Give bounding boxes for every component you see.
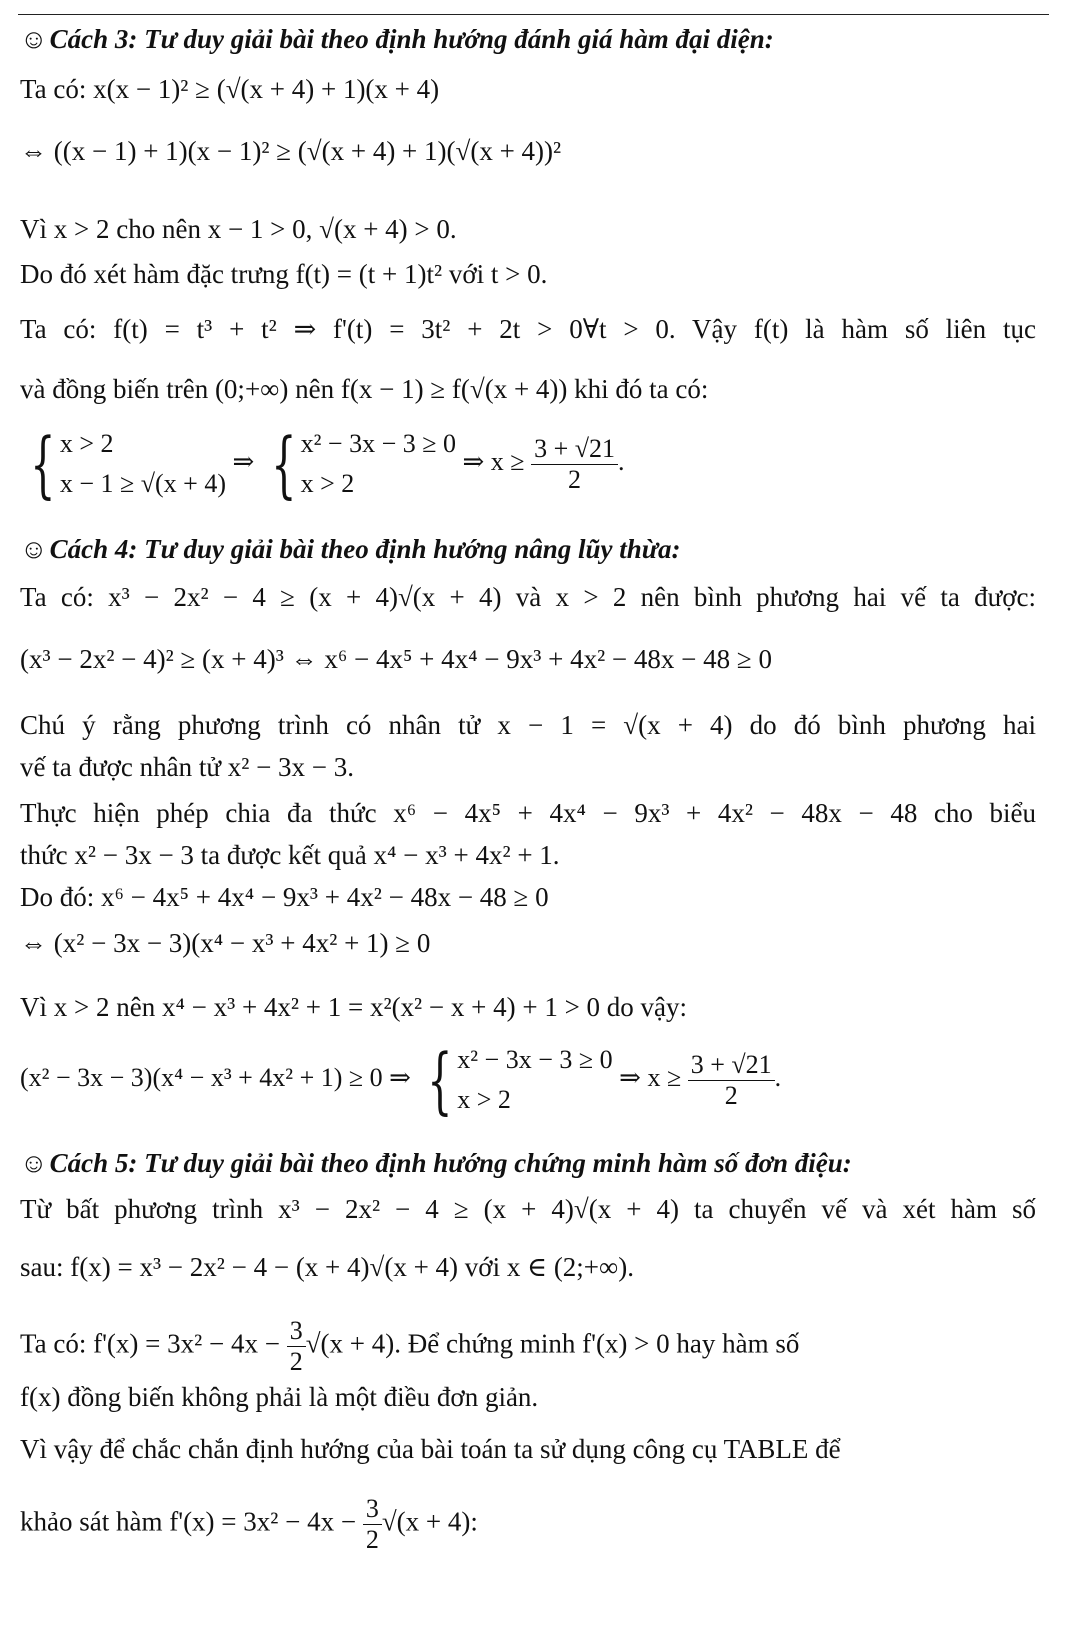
period: . (618, 446, 625, 476)
sys-row: x² − 3x − 3 ≥ 0 (300, 429, 456, 458)
c3-line-3: Vì x > 2 cho nên x − 1 > 0, √(x + 4) > 0. (20, 214, 457, 244)
c5-line-3-a: Ta có: f'(x) = 3x² − 4x − (20, 1328, 287, 1359)
c3-line-5: Ta có: f(t) = t³ + t² ⇒ f'(t) = 3t² + 2t > 0∀t > 0. Vậy f(t) là hàm số liên tục (20, 314, 1036, 344)
c5-line-6 (20, 1494, 478, 1555)
fraction-den: 2 (568, 464, 582, 494)
smiley-icon: ☺ (20, 24, 48, 54)
system-lhs: (x² − 3x − 3)(x⁴ − x³ + 4x² + 1) ≥ 0 ⇒ (20, 1062, 411, 1092)
heading-cach-5 (20, 1146, 852, 1180)
c4-line-7: Do đó: x⁶ − 4x⁵ + 4x⁴ − 9x³ + 4x² − 48x − 48 ≥ 0 (20, 882, 549, 912)
fraction-num: 3 + √21 (688, 1050, 775, 1081)
fraction-3-2 (287, 1316, 306, 1377)
fraction (531, 434, 618, 495)
c4-line-5: Thực hiện phép chia đa thức x⁶ − 4x⁵ + 4x⁴ − 9x³ + 4x² − 48x − 48 cho biểu (20, 798, 1036, 828)
smiley-icon: ☺ (20, 1148, 48, 1178)
c4-line-2: (x³ − 2x² − 4)² ≥ (x + 4)³ ⇔ x⁶ − 4x⁵ + 4x⁴ − 9x³ + 4x² − 48x − 48 ≥ 0 (20, 644, 772, 674)
sys-row: x − 1 ≥ √(x + 4) (59, 469, 226, 498)
c3-line-1: Ta có: x(x − 1)² ≥ (√(x + 4) + 1)(x + 4) (20, 74, 440, 104)
fraction-num: 3 (287, 1316, 306, 1347)
smiley-icon: ☺ (20, 534, 48, 564)
c4-line-4: vế ta được nhân tử x² − 3x − 3. (20, 752, 355, 782)
c5-line-2: sau: f(x) = x³ − 2x² − 4 − (x + 4)√(x + 4) với x ∈ (2;+∞). (20, 1252, 635, 1282)
fraction-den: 2 (365, 1525, 379, 1554)
fraction (688, 1050, 775, 1111)
heading-cach-3 (20, 22, 774, 56)
c5-line-3 (20, 1316, 799, 1377)
fraction-num: 3 + √21 (531, 434, 618, 465)
c4-line-8: ⇔ (x² − 3x − 3)(x⁴ − x³ + 4x² + 1) ≥ 0 (20, 928, 431, 958)
c4-line-6: thức x² − 3x − 3 ta được kết quả x⁴ − x³ + 4x² + 1. (20, 840, 560, 870)
top-rule (18, 14, 1049, 15)
brace-icon: { (427, 1038, 453, 1122)
c3-line-2: ⇔ ((x − 1) + 1)(x − 1)² ≥ (√(x + 4) + 1)(√(x + 4))² (20, 136, 562, 166)
c4-line-3: Chú ý rằng phương trình có nhân tử x − 1 = √(x + 4) do đó bình phương hai (20, 710, 1036, 740)
c4-line-1: Ta có: x³ − 2x² − 4 ≥ (x + 4)√(x + 4) và x > 2 nên bình phương hai vế ta được: (20, 582, 1036, 612)
c3-system (20, 424, 625, 504)
c5-line-6-b: √(x + 4): (381, 1506, 478, 1537)
heading-text: Cách 5: Tư duy giải bài theo định hướng chứng minh hàm số đơn điệu: (49, 1148, 852, 1178)
fraction-3-2 (363, 1494, 382, 1555)
fraction-den: 2 (724, 1080, 738, 1110)
period: . (774, 1062, 782, 1092)
heading-cach-4 (20, 532, 680, 566)
heading-text: Cách 4: Tư duy giải bài theo định hướng nâng lũy thừa: (49, 534, 681, 564)
c3-line-6: và đồng biến trên (0;+∞) nên f(x − 1) ≥ f(√(x + 4)) khi đó ta có: (20, 374, 709, 404)
c4-line-9: Vì x > 2 nên x⁴ − x³ + 4x² + 1 = x²(x² − x + 4) + 1 > 0 do vậy: (20, 992, 688, 1022)
heading-text: Cách 3: Tư duy giải bài theo định hướng đánh giá hàm đại diện: (49, 24, 774, 54)
c5-line-3-b: √(x + 4). Để chứng minh f'(x) > 0 hay hàm số (305, 1328, 800, 1359)
implies: ⇒ (232, 446, 255, 476)
brace-icon: { (30, 422, 56, 506)
c5-line-5: Vì vậy để chắc chắn định hướng của bài toán ta sử dụng công cụ TABLE để (20, 1434, 841, 1464)
sys-row: x > 2 (59, 429, 114, 458)
fraction-num: 3 (363, 1494, 382, 1525)
sys-row: x > 2 (300, 469, 355, 498)
sys-row: x > 2 (457, 1085, 511, 1114)
c4-system (20, 1040, 781, 1120)
c5-line-6-a: khảo sát hàm f'(x) = 3x² − 4x − (20, 1506, 363, 1537)
fraction-den: 2 (289, 1347, 303, 1376)
result-lhs: ⇒ x ≥ (462, 446, 525, 476)
c5-line-1: Từ bất phương trình x³ − 2x² − 4 ≥ (x + 4)√(x + 4) ta chuyển vế và xét hàm số (20, 1194, 1036, 1224)
brace-icon: { (271, 422, 297, 506)
sys-row: x² − 3x − 3 ≥ 0 (457, 1045, 613, 1074)
c3-line-4: Do đó xét hàm đặc trưng f(t) = (t + 1)t² với t > 0. (20, 259, 548, 289)
result-lhs: ⇒ x ≥ (619, 1062, 682, 1092)
c5-line-4: f(x) đồng biến không phải là một điều đơn giản. (20, 1382, 539, 1412)
